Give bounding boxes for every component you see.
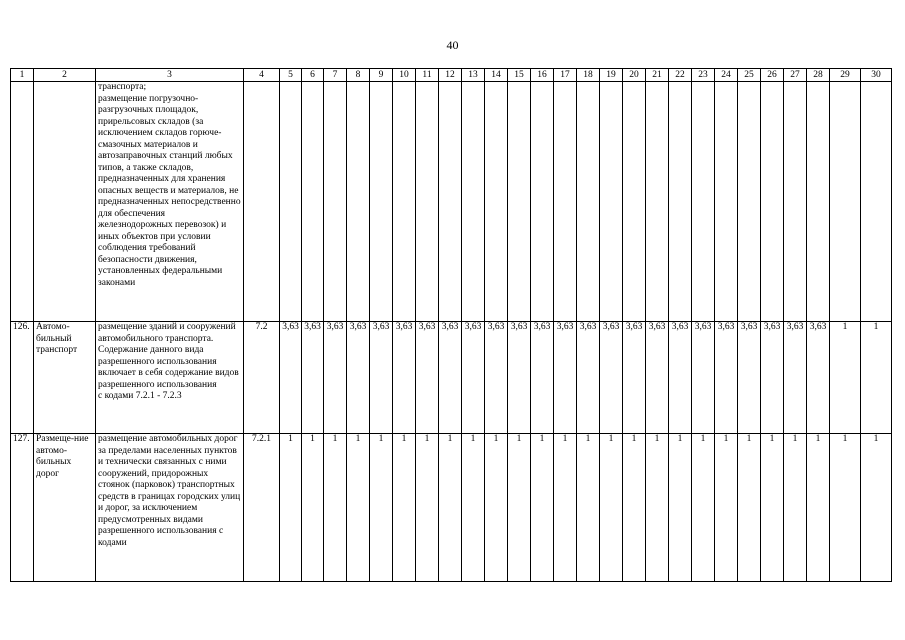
coefficient-cell-29: 1 <box>830 322 861 434</box>
coefficient-cell-29 <box>830 82 861 322</box>
row-number: 126. <box>11 322 34 434</box>
coefficient-cell: 1 <box>324 434 347 582</box>
column-number-11: 11 <box>416 69 439 82</box>
column-number-20: 20 <box>623 69 646 82</box>
column-number-9: 9 <box>370 69 393 82</box>
coefficient-cell <box>531 82 554 322</box>
coefficient-cell <box>600 82 623 322</box>
row-number <box>11 82 34 322</box>
table-row <box>11 322 892 434</box>
land-use-table <box>10 68 892 582</box>
coefficient-cell: 3,63 <box>302 322 324 434</box>
coefficient-cell: 3,63 <box>462 322 485 434</box>
column-number-13: 13 <box>462 69 485 82</box>
coefficient-cell-30: 1 <box>861 322 892 434</box>
coefficient-cell: 1 <box>302 434 324 582</box>
coefficient-cell <box>485 82 508 322</box>
classifier-code <box>244 82 280 322</box>
column-number-6: 6 <box>302 69 324 82</box>
coefficient-cell-30: 1 <box>861 434 892 582</box>
land-use-description: размещение автомобильных дорог за пределами населенных пунктов и технически связанных с ними сооружений, придорожных стоянок (парковок) транспортных средств в границах городских улиц и дорог, за исключением предусмотренных видами разрешенного использования с кодами <box>96 434 244 582</box>
coefficient-cell <box>462 82 485 322</box>
column-number-24: 24 <box>715 69 738 82</box>
column-number-4: 4 <box>244 69 280 82</box>
coefficient-cell: 3,63 <box>738 322 761 434</box>
coefficient-cell: 1 <box>807 434 830 582</box>
coefficient-cell <box>577 82 600 322</box>
column-number-8: 8 <box>347 69 370 82</box>
coefficient-cell: 1 <box>393 434 416 582</box>
column-number-29: 29 <box>830 69 861 82</box>
coefficient-cell: 3,63 <box>370 322 393 434</box>
coefficient-cell: 1 <box>577 434 600 582</box>
column-number-5: 5 <box>280 69 302 82</box>
column-number-row <box>11 69 892 82</box>
column-number-18: 18 <box>577 69 600 82</box>
coefficient-cell-30 <box>861 82 892 322</box>
column-number-30: 30 <box>861 69 892 82</box>
coefficient-cell <box>623 82 646 322</box>
coefficient-cell: 1 <box>715 434 738 582</box>
coefficient-cell: 1 <box>669 434 692 582</box>
coefficient-cell <box>508 82 531 322</box>
coefficient-cell: 1 <box>370 434 393 582</box>
coefficient-cell: 3,63 <box>577 322 600 434</box>
column-number-3: 3 <box>96 69 244 82</box>
coefficient-cell: 3,63 <box>554 322 577 434</box>
land-use-description: размещение зданий и сооружений автомобильного транспорта. Содержание данного вида разрешенного использования включает в себя содержание видов разрешенного использования с кодами 7.2.1 - 7.2.3 <box>96 322 244 434</box>
column-number-23: 23 <box>692 69 715 82</box>
coefficient-cell: 3,63 <box>347 322 370 434</box>
classifier-code: 7.2.1 <box>244 434 280 582</box>
coefficient-cell: 3,63 <box>807 322 830 434</box>
coefficient-cell: 3,63 <box>393 322 416 434</box>
column-number-25: 25 <box>738 69 761 82</box>
coefficient-cell: 3,63 <box>531 322 554 434</box>
coefficient-cell: 1 <box>508 434 531 582</box>
coefficient-cell: 1 <box>439 434 462 582</box>
coefficient-cell: 3,63 <box>623 322 646 434</box>
column-number-22: 22 <box>669 69 692 82</box>
coefficient-cell: 1 <box>485 434 508 582</box>
coefficient-cell <box>347 82 370 322</box>
coefficient-cell: 1 <box>784 434 807 582</box>
coefficient-cell <box>554 82 577 322</box>
coefficient-cell: 3,63 <box>485 322 508 434</box>
coefficient-cell: 1 <box>761 434 784 582</box>
coefficient-cell: 3,63 <box>669 322 692 434</box>
coefficient-cell: 1 <box>692 434 715 582</box>
coefficient-cell: 1 <box>531 434 554 582</box>
coefficient-cell <box>738 82 761 322</box>
coefficient-cell <box>280 82 302 322</box>
coefficient-cell <box>669 82 692 322</box>
coefficient-cell: 1 <box>554 434 577 582</box>
column-number-26: 26 <box>761 69 784 82</box>
coefficient-cell: 3,63 <box>600 322 623 434</box>
coefficient-cell <box>646 82 669 322</box>
column-number-28: 28 <box>807 69 830 82</box>
classifier-code: 7.2 <box>244 322 280 434</box>
coefficient-cell: 1 <box>416 434 439 582</box>
column-number-14: 14 <box>485 69 508 82</box>
land-use-name: Размеще-ние автомо-бильных дорог <box>34 434 96 582</box>
coefficient-cell: 3,63 <box>508 322 531 434</box>
coefficient-cell: 1 <box>347 434 370 582</box>
page-number: 40 <box>446 38 459 52</box>
coefficient-cell <box>439 82 462 322</box>
coefficient-cell: 1 <box>623 434 646 582</box>
row-number: 127. <box>11 434 34 582</box>
column-number-15: 15 <box>508 69 531 82</box>
coefficient-cell: 3,63 <box>692 322 715 434</box>
coefficient-cell: 3,63 <box>439 322 462 434</box>
coefficient-cell <box>715 82 738 322</box>
column-number-17: 17 <box>554 69 577 82</box>
coefficient-cell <box>324 82 347 322</box>
column-number-10: 10 <box>393 69 416 82</box>
coefficient-cell: 3,63 <box>784 322 807 434</box>
column-number-27: 27 <box>784 69 807 82</box>
land-use-description: транспорта; размещение погрузочно-разгрузочных площадок, прирельсовых складов (за исключением складов горюче-смазочных материалов и автозаправочных станций любых типов, а также складов, предназначенных для хранения опасных веществ и материалов, не предназначенных непосредственно для обеспечения железнодорожных перевозок) и иных объектов при условии соблюдения требований безопасности движения, установленных федеральными законами <box>96 82 244 322</box>
coefficient-cell <box>692 82 715 322</box>
coefficient-cell <box>370 82 393 322</box>
coefficient-cell: 1 <box>280 434 302 582</box>
coefficient-cell: 3,63 <box>646 322 669 434</box>
coefficient-cell: 3,63 <box>324 322 347 434</box>
coefficient-cell <box>761 82 784 322</box>
coefficient-cell <box>784 82 807 322</box>
coefficient-cell: 3,63 <box>761 322 784 434</box>
coefficient-cell <box>807 82 830 322</box>
column-number-7: 7 <box>324 69 347 82</box>
column-number-2: 2 <box>34 69 96 82</box>
land-use-name <box>34 82 96 322</box>
coefficient-cell: 3,63 <box>280 322 302 434</box>
column-number-21: 21 <box>646 69 669 82</box>
coefficient-cell: 1 <box>462 434 485 582</box>
coefficient-cell: 3,63 <box>715 322 738 434</box>
coefficient-cell <box>302 82 324 322</box>
table-row <box>11 434 892 582</box>
coefficient-cell <box>393 82 416 322</box>
column-number-1: 1 <box>11 69 34 82</box>
column-number-16: 16 <box>531 69 554 82</box>
land-use-name: Автомо-бильный транспорт <box>34 322 96 434</box>
coefficient-cell <box>416 82 439 322</box>
table-row <box>11 82 892 322</box>
coefficient-cell: 1 <box>646 434 669 582</box>
coefficient-cell: 1 <box>600 434 623 582</box>
coefficient-cell: 1 <box>738 434 761 582</box>
coefficient-cell: 3,63 <box>416 322 439 434</box>
column-number-19: 19 <box>600 69 623 82</box>
coefficient-cell-29: 1 <box>830 434 861 582</box>
column-number-12: 12 <box>439 69 462 82</box>
